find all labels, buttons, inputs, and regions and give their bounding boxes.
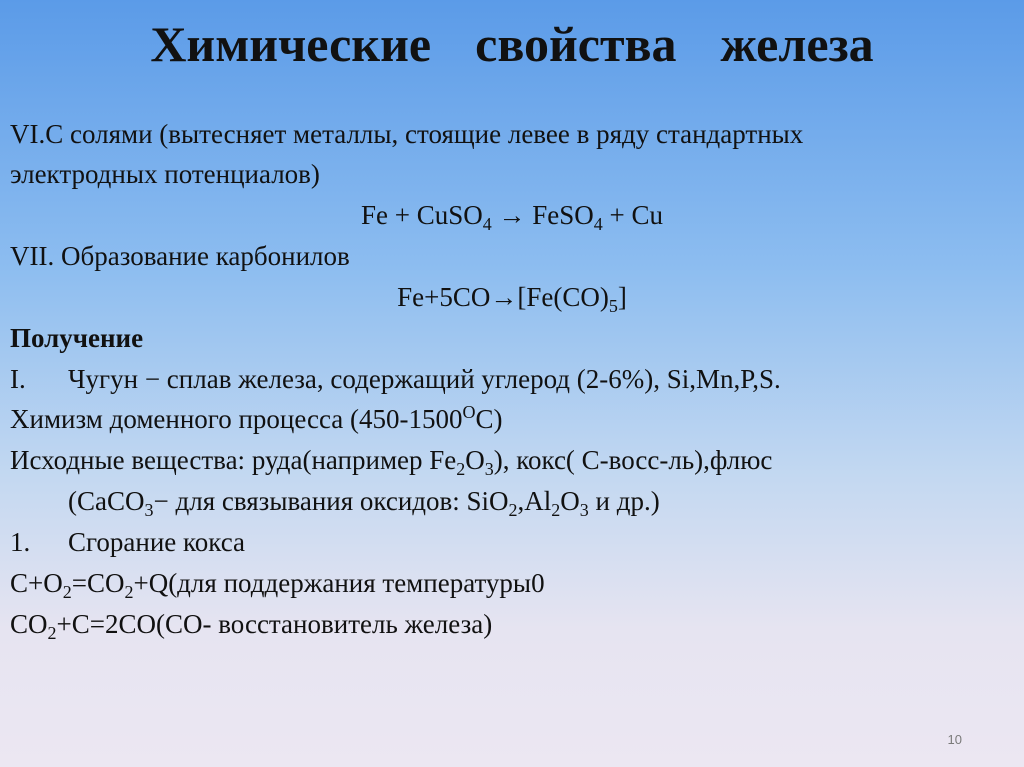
equation-co-reduction: $CO_2+C=2CO(CO-$ восстановитель железа)	[10, 609, 493, 643]
text-line-carbonyls: VII. Образование карбонилов	[10, 241, 350, 271]
equation-carbonyl: $Fe+5CO\to[Fe(CO)_5]$	[397, 282, 627, 316]
title-word-1: Химические	[150, 16, 432, 72]
page-number: 10	[947, 732, 962, 747]
equation-fe-cuso4: Fe + CuSO$_4$ → FeSO$_4$ + Cu	[360, 200, 664, 234]
text-line-blast-furnace: Химизм доменного процесса $(450-1500^OC)$	[10, 402, 503, 434]
equation-carbon-combustion: $C+O_2=CO_2+Q(для$ поддержания температуры0	[10, 568, 545, 602]
section-heading-obtaining: Получение	[10, 323, 144, 353]
text-line-salts: VI.С солями (вытесняет металлы, стоящие левее в ряду стандартных	[10, 119, 804, 149]
list-item-cast-iron: I. Чугун − сплав железа, содержащий углерод (2-6%), Si,Mn,P,S.	[10, 364, 781, 394]
slide-title	[0, 12, 1024, 76]
text-line-flux: (CaCO$_3$− для связывания оксидов: $SiO_2,Al_2O_3$ и др.)	[68, 486, 660, 520]
list-item-coke-burning: 1. Сгорание кокса	[10, 527, 246, 557]
text-line-raw-materials: Исходные вещества: руда(например $Fe_2O_3$), кокс( С-восс-ль),флюс	[10, 445, 773, 479]
title-word-2: свойства	[475, 16, 677, 72]
title-word-3: железа	[720, 16, 874, 72]
text-line-potentials: электродных потенциалов)	[10, 159, 320, 189]
